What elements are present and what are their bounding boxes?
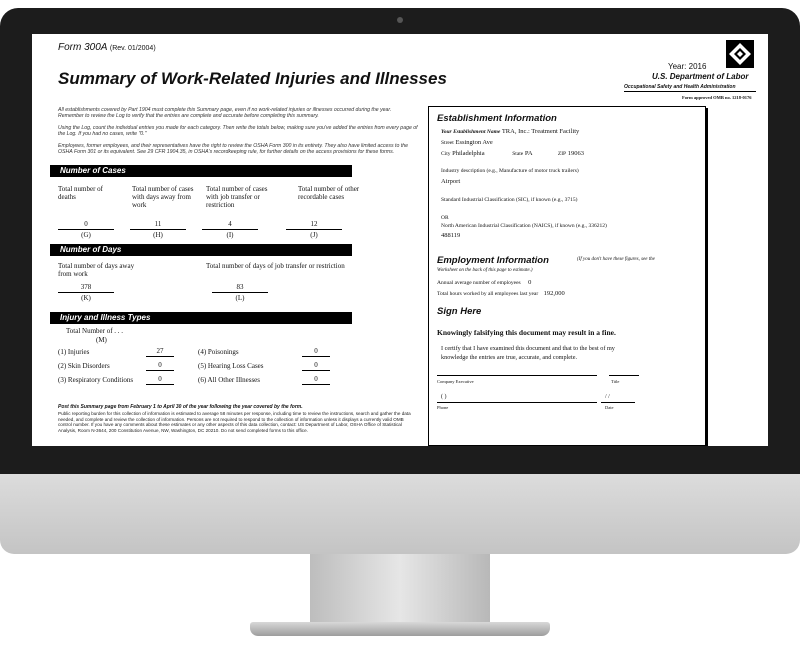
- days-transfer-label: Total number of days of job transfer or restriction: [206, 262, 345, 270]
- types-total-label: Total Number of . . .: [66, 327, 124, 335]
- days-section-header: Number of Days: [50, 244, 352, 256]
- form-number-line: [58, 42, 156, 53]
- state-label: State: [512, 151, 524, 157]
- city-row: [441, 150, 584, 157]
- year-line: [668, 62, 706, 71]
- industry-value: Airport: [441, 178, 461, 185]
- omb-number: Form approved OMB no. 1218-0176: [682, 95, 752, 100]
- title-line[interactable]: [609, 375, 639, 376]
- industry-label: Industry description (e.g., Manufacture of motor truck trailers): [441, 168, 579, 174]
- other-illnesses-value: 0: [314, 375, 318, 383]
- employment-note-2: Worksheet on the back of this page to estimate.): [437, 268, 533, 273]
- company-executive-label: Company Executive: [437, 379, 474, 384]
- employment-note-1: (If you don't have these figures, see the: [577, 257, 655, 262]
- deaths-value: 0: [84, 220, 88, 228]
- skin-disorders-value: 0: [158, 361, 162, 369]
- respiratory-value: 0: [158, 375, 162, 383]
- zip-label: ZIP: [557, 151, 567, 157]
- sic-label: Standard Industrial Classification (SIC), if known (e.g., 3715): [441, 197, 578, 203]
- other-cases-label: Total number of other recordable cases: [298, 185, 360, 201]
- monitor-base: [250, 622, 550, 636]
- other-illnesses-label: (6) All Other Illnesses: [198, 376, 261, 384]
- poisonings-label: (4) Poisonings: [198, 348, 239, 356]
- poisonings-value: 0: [314, 347, 318, 355]
- types-total-code: (M): [96, 336, 107, 344]
- certify-line-2: knowledge the entries are true, accurate, and complete.: [441, 354, 578, 361]
- skin-disorders-underline: [146, 370, 174, 371]
- state-value: PA: [524, 150, 533, 157]
- page-title: Summary of Work-Related Injuries and Illnesses: [58, 69, 447, 88]
- date-line: [601, 402, 635, 403]
- days-away-value: 378: [80, 283, 92, 291]
- form-number: Form 300A: [58, 42, 108, 53]
- screen: [32, 34, 768, 446]
- phone-label: Phone: [437, 405, 449, 410]
- establishment-name-row: [441, 128, 579, 135]
- city-value: Philadelphia: [452, 150, 485, 157]
- establishment-name-value: TRA, Inc.: Treatment Facility: [501, 128, 580, 135]
- date-field[interactable]: / /: [605, 394, 610, 400]
- fine-warning: Knowingly falsifying this document may result in a fine.: [437, 328, 616, 337]
- annual-employees-value: 0: [528, 279, 532, 286]
- injuries-label: (1) Injuries: [58, 348, 90, 356]
- transfer-cases-underline: [202, 229, 258, 230]
- hearing-loss-value: 0: [314, 361, 318, 369]
- naics-value: 488119: [441, 232, 461, 239]
- respiratory-label: (3) Respiratory Conditions: [58, 376, 134, 384]
- types-section-header: Injury and Illness Types: [50, 312, 352, 324]
- days-transfer-code: (L): [235, 294, 245, 302]
- respiratory-underline: [146, 384, 174, 385]
- phone-field[interactable]: ( ): [441, 394, 447, 400]
- camera-icon: [397, 17, 403, 23]
- employment-header: Employment Information: [437, 255, 549, 266]
- intro-paragraph-1: All establishments covered by Part 1904 must complete this Summary page, even if no work-related injuries or illnesses occurred during the year. Remember to review the Log to verify that the entries are complete and accurate before completing this summary.: [58, 107, 392, 120]
- phone-line: [437, 402, 597, 403]
- establishment-box: [428, 106, 706, 446]
- street-row: [441, 139, 493, 146]
- transfer-cases-code: (I): [226, 231, 234, 239]
- city-label: City: [441, 151, 451, 157]
- hours-worked-row: [437, 290, 565, 297]
- header-rule: [624, 91, 756, 92]
- hours-worked-label: Total hours worked by all employees last year: [437, 291, 539, 297]
- company-executive-line[interactable]: [437, 375, 597, 376]
- street-label: Street: [441, 140, 454, 146]
- burden-statement: Public reporting burden for this collection of information is estimated to average 58 minutes per response, including time to review the instructions, search and gather the data needed, and complete and review the collection of information. Persons are not required to respond to the collection of information unless it displays a currently valid OMB control number. If you have any comments about these estimates or any other aspects of this data collection, contact: US Department of Labor, OSHA Office of Statistical Analysis, Room N-3644, 200 Constitution Avenue, NW, Washington, DC 20210. Do not send completed forms to this office.: [58, 411, 411, 433]
- transfer-cases-label: Total number of cases with job transfer or restriction: [206, 185, 268, 209]
- form-revision: (Rev. 01/2004): [109, 45, 156, 52]
- post-notice: Post this Summary page from February 1 to April 30 of the year following the year covered by the form.: [58, 404, 303, 410]
- annual-employees-row: [437, 279, 531, 286]
- days-transfer-underline: [212, 292, 268, 293]
- deaths-underline: [58, 229, 114, 230]
- department-name: U.S. Department of Labor: [652, 72, 749, 81]
- monitor-chin: [0, 474, 800, 554]
- street-value: Essington Ave: [455, 139, 493, 146]
- hearing-loss-underline: [302, 370, 330, 371]
- days-away-cases-underline: [130, 229, 186, 230]
- agency-name: Occupational Safety and Health Administration: [624, 84, 736, 90]
- monitor-stand: [310, 554, 490, 624]
- days-away-underline: [58, 292, 114, 293]
- other-cases-underline: [286, 229, 342, 230]
- other-cases-code: (J): [310, 231, 318, 239]
- cases-section-header: Number of Cases: [50, 165, 352, 177]
- transfer-cases-value: 4: [228, 220, 232, 228]
- deaths-code: (G): [81, 231, 91, 239]
- days-away-code: (K): [81, 294, 91, 302]
- certify-line-1: I certify that I have examined this document and that to the best of my: [441, 345, 615, 352]
- days-transfer-value: 83: [236, 283, 244, 291]
- injuries-underline: [146, 356, 174, 357]
- days-away-cases-label: Total number of cases with days away from work: [132, 185, 194, 209]
- intro-paragraph-3: Employees, former employees, and their representatives have the right to review the OSHA Form 300 in its entirety. They also have limited access to the OSHA Form 301 or its equivalent. See 29 CFR 1904.35, in OSHA's recordkeeping rule, for further details on the access provisions for these forms.: [58, 143, 409, 156]
- date-label: Date: [605, 405, 614, 410]
- days-away-cases-value: 11: [154, 220, 162, 228]
- days-away-label: Total number of days away from work: [58, 262, 135, 278]
- naics-label: North American Industrial Classification (NAICS), if known (e.g., 336212): [441, 223, 607, 229]
- injuries-value: 27: [156, 347, 164, 355]
- establishment-name-label: Your Establishment Name: [441, 129, 501, 135]
- dol-seal-icon: [726, 40, 754, 68]
- poisonings-underline: [302, 356, 330, 357]
- hours-worked-value: 192,000: [543, 290, 565, 297]
- intro-paragraph-2: Using the Log, count the individual entries you made for each category. Then write the totals below, making sure you've added the entries from every page of the Log. If you had no cases, write "0.": [58, 125, 418, 138]
- sign-header: Sign Here: [437, 306, 482, 317]
- skin-disorders-label: (2) Skin Disorders: [58, 362, 110, 370]
- year-value: 2016: [688, 62, 707, 71]
- other-illnesses-underline: [302, 384, 330, 385]
- deaths-label: Total number of deaths: [58, 185, 103, 201]
- days-away-cases-code: (H): [153, 231, 163, 239]
- annual-employees-label: Annual average number of employees: [437, 280, 521, 286]
- establishment-header: Establishment Information: [437, 113, 557, 124]
- other-cases-value: 12: [310, 220, 318, 228]
- zip-value: 19063: [567, 150, 584, 157]
- title-label: Title: [611, 379, 620, 384]
- or-label: OR: [441, 215, 449, 221]
- hearing-loss-label: (5) Hearing Loss Cases: [198, 362, 264, 370]
- year-label: Year:: [668, 62, 687, 71]
